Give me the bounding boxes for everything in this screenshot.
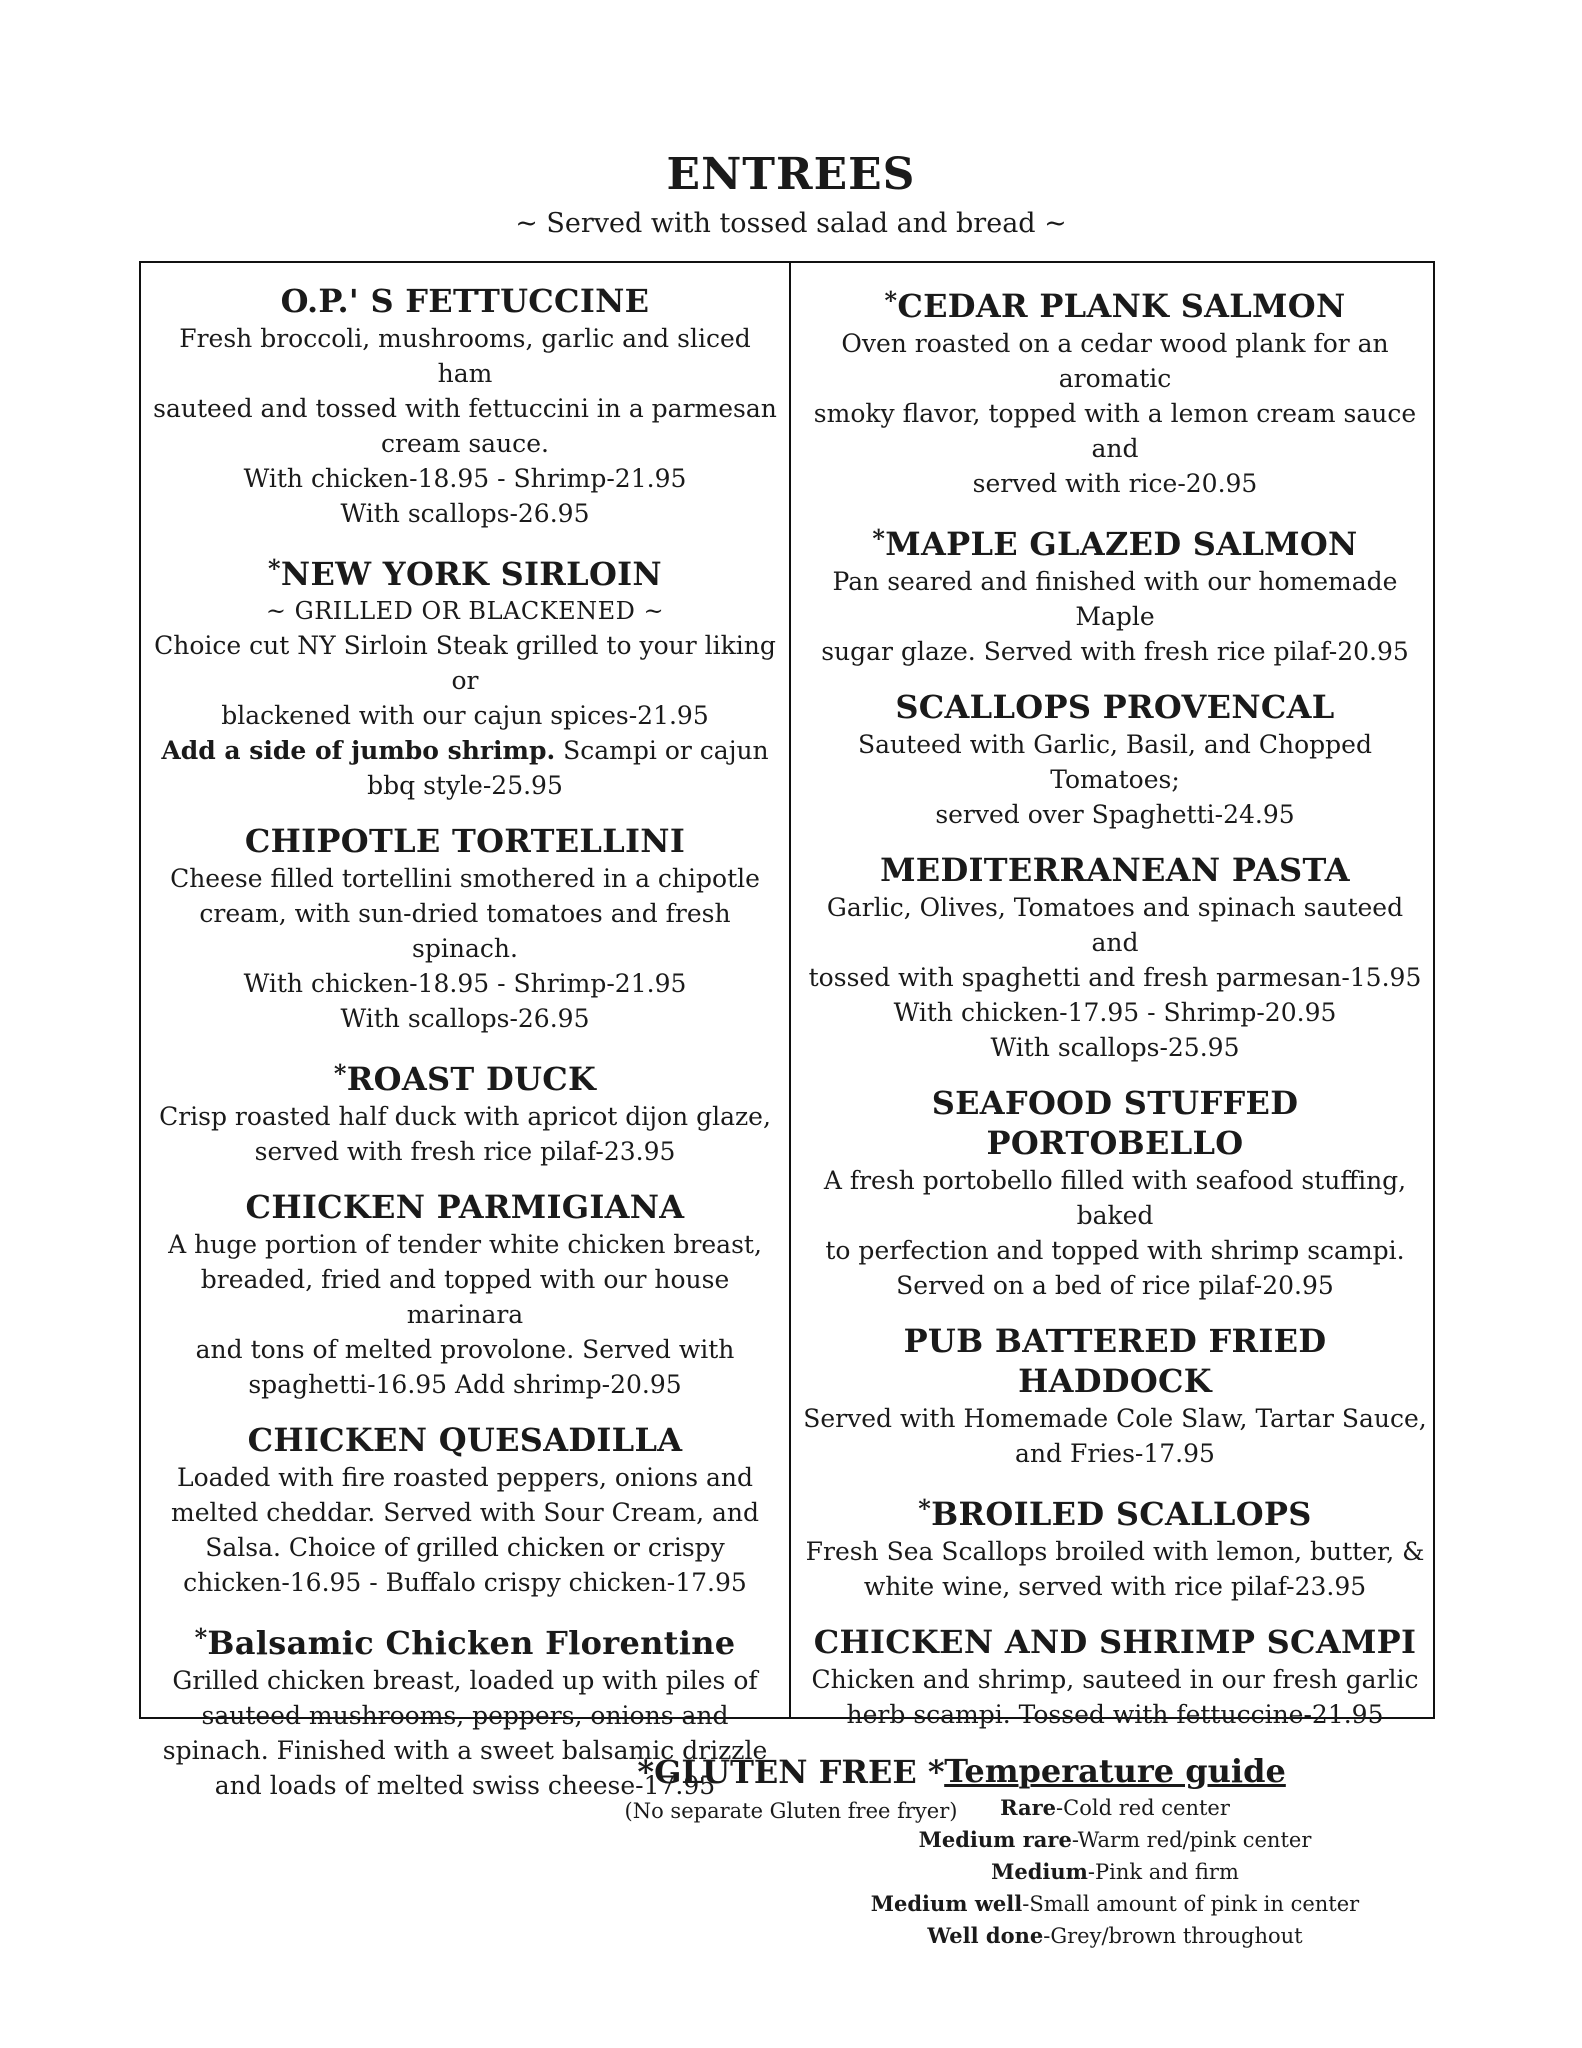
menu-item-description: Oven roasted on a cedar wood plank for an aromatic — [841, 329, 1389, 393]
menu-item-description: Crisp roasted half duck with apricot dijon glaze, — [159, 1102, 771, 1131]
menu-item-name — [803, 1622, 1427, 1662]
doneness-description: -Warm red/pink center — [1071, 1828, 1312, 1852]
right-column — [803, 281, 1427, 1952]
column-divider — [789, 263, 791, 1717]
gluten-free-note: (No separate Gluten free fryer) — [624, 1799, 958, 1823]
menu-item-description: Sauteed with Garlic, Basil, and Chopped Tomatoes; — [858, 730, 1372, 794]
menu-item-description: With chicken-18.95 - Shrimp-21.95 — [243, 464, 687, 493]
menu-item-name — [153, 1054, 777, 1099]
menu-item-title: SEAFOOD STUFFED PORTOBELLO — [931, 1084, 1299, 1162]
doneness-description: -Grey/brown throughout — [1043, 1924, 1303, 1948]
menu-item — [153, 1187, 777, 1402]
menu-item-name — [153, 281, 777, 321]
temperature-guide-row — [803, 1920, 1427, 1952]
temperature-guide-row — [803, 1856, 1427, 1888]
menu-item — [803, 1489, 1427, 1604]
gluten-free-star: * — [333, 1059, 347, 1088]
doneness-description: -Pink and firm — [1087, 1860, 1239, 1884]
menu-item-title: MEDITERRANEAN PASTA — [880, 851, 1350, 889]
menu-item-description: blackened with our cajun spices-21.95 — [221, 701, 709, 730]
menu-item — [803, 1321, 1427, 1471]
menu-item-name — [803, 1321, 1427, 1401]
doneness-description: -Cold red center — [1056, 1796, 1230, 1820]
menu-item-title: Balsamic Chicken Florentine — [207, 1624, 736, 1662]
menu-item — [803, 850, 1427, 1065]
menu-item-name — [803, 281, 1427, 326]
gluten-free-star: * — [194, 1623, 208, 1652]
menu-item-title: ROAST DUCK — [346, 1060, 597, 1098]
menu-item-description: sauteed mushrooms, peppers, onions and — [201, 1701, 729, 1730]
menu-item-description: A fresh portobello filled with seafood stuffing, baked — [823, 1166, 1407, 1230]
menu-item — [153, 1420, 777, 1600]
menu-item-title: CHICKEN QUESADILLA — [247, 1421, 683, 1459]
menu-item-description: and Fries-17.95 — [1015, 1439, 1215, 1468]
doneness-level: Medium well — [870, 1891, 1023, 1916]
menu-item-description: Grilled chicken breast, loaded up with piles of — [172, 1666, 758, 1695]
doneness-level: Well done — [927, 1923, 1044, 1948]
menu-item-description: With scallops-26.95 — [340, 1004, 590, 1033]
menu-item-description: cream, with sun-dried tomatoes and fresh spinach. — [199, 899, 731, 963]
menu-item-description: tossed with spaghetti and fresh parmesan-15.95 — [808, 963, 1422, 992]
menu-item-description: With chicken-17.95 - Shrimp-20.95 — [893, 998, 1337, 1027]
menu-item — [803, 687, 1427, 832]
menu-item-subtitle: ~ GRILLED OR BLACKENED ~ — [265, 597, 665, 625]
menu-item-name — [153, 821, 777, 861]
menu-item-name — [803, 1083, 1427, 1163]
temperature-guide-title: Temperature guide — [944, 1752, 1286, 1790]
menu-item — [153, 549, 777, 803]
gluten-free-star: * — [918, 1494, 932, 1523]
doneness-level: Rare — [1000, 1795, 1057, 1820]
menu-item-description: bbq style-25.95 — [367, 771, 563, 800]
gluten-free-title: *GLUTEN FREE * — [637, 1753, 945, 1791]
addon-text: Scampi or cajun — [555, 736, 769, 765]
menu-item-title: CHIPOTLE TORTELLINI — [244, 822, 686, 860]
menu-item-name — [153, 549, 777, 594]
gluten-free-star: * — [268, 554, 281, 583]
menu-item-name — [803, 519, 1427, 564]
left-column — [153, 281, 777, 1821]
menu-item-name — [803, 850, 1427, 890]
doneness-description: -Small amount of pink in center — [1022, 1892, 1360, 1916]
menu-item-description: to perfection and topped with shrimp scampi. — [825, 1236, 1405, 1265]
menu-item-name — [803, 1489, 1427, 1534]
menu-item-title: CHICKEN AND SHRIMP SCAMPI — [813, 1623, 1417, 1661]
menu-item — [803, 1622, 1427, 1732]
menu-item-description: Pan seared and finished with our homemade Maple — [832, 567, 1398, 631]
gluten-free-star: * — [884, 286, 898, 315]
menu-item — [803, 1083, 1427, 1303]
menu-item-title: SCALLOPS PROVENCAL — [895, 688, 1335, 726]
menu-item-description: herb scampi. Tossed with fettuccine-21.95 — [846, 1700, 1384, 1729]
menu-item — [153, 821, 777, 1036]
menu-item — [153, 1054, 777, 1169]
menu-item-title: CHICKEN PARMIGIANA — [245, 1188, 685, 1226]
menu-item-description: and loads of melted swiss cheese-17.95 — [214, 1771, 716, 1800]
menu-item-description: cream sauce. — [381, 429, 549, 458]
menu-item-title: CEDAR PLANK SALMON — [897, 287, 1346, 325]
menu-item-description: Fresh Sea Scallops broiled with lemon, butter, & — [805, 1537, 1425, 1566]
page-title: ENTREES — [666, 149, 916, 200]
menu-item — [803, 519, 1427, 669]
menu-item-description: served with rice-20.95 — [972, 469, 1258, 498]
menu-item-description: Loaded with fire roasted peppers, onions and — [176, 1463, 754, 1492]
menu-item-description: With scallops-25.95 — [990, 1033, 1240, 1062]
menu-item-description: A huge portion of tender white chicken breast, — [168, 1230, 762, 1259]
menu-item-name — [153, 1420, 777, 1460]
menu-item-description: Salsa. Choice of grilled chicken or crispy — [205, 1533, 725, 1562]
menu-item-description: smoky flavor, topped with a lemon cream sauce and — [813, 399, 1417, 463]
menu-item — [803, 281, 1427, 501]
menu-item-description: Served with Homemade Cole Slaw, Tartar Sauce, — [803, 1404, 1427, 1433]
menu-item-title: BROILED SCALLOPS — [931, 1495, 1312, 1533]
page-subtitle: ~ Served with tossed salad and bread ~ — [515, 208, 1067, 239]
menu-item-description: spaghetti-16.95 Add shrimp-20.95 — [248, 1370, 682, 1399]
menu-item-description: Served on a bed of rice pilaf-20.95 — [896, 1271, 1334, 1300]
gluten-free-star: * — [872, 524, 886, 553]
menu-item-addon — [153, 733, 777, 768]
menu-item-description: chicken-16.95 - Buffalo crispy chicken-17.95 — [183, 1568, 747, 1597]
right-column-items — [803, 281, 1427, 1732]
temperature-guide-row — [803, 1888, 1427, 1920]
menu-item-description: With chicken-18.95 - Shrimp-21.95 — [243, 969, 687, 998]
addon-bold-text: Add a side of jumbo shrimp. — [161, 736, 556, 765]
menu-item-description: and tons of melted provolone. Served with — [195, 1335, 735, 1364]
menu-item-description: Garlic, Olives, Tomatoes and spinach sauteed and — [826, 893, 1404, 957]
doneness-level: Medium rare — [918, 1827, 1072, 1852]
menu-item — [153, 281, 777, 531]
menu-item-title: O.P.' S FETTUCCINE — [280, 282, 650, 320]
menu-item-description: Chicken and shrimp, sauteed in our fresh garlic — [811, 1665, 1419, 1694]
menu-item-title: MAPLE GLAZED SALMON — [885, 525, 1358, 563]
menu-item-description: served over Spaghetti-24.95 — [935, 800, 1295, 829]
menu-item-description: breaded, fried and topped with our house marinara — [200, 1265, 730, 1329]
menu-item-description: Cheese filled tortellini smothered in a chipotle — [170, 864, 760, 893]
menu-item-description: melted cheddar. Served with Sour Cream, and — [171, 1498, 759, 1527]
menu-item-title: PUB BATTERED FRIED HADDOCK — [903, 1322, 1327, 1400]
menu-item-description: sauteed and tossed with fettuccini in a parmesan — [153, 394, 777, 423]
menu-item-name — [153, 1618, 777, 1663]
menu-item-description: With scallops-26.95 — [340, 499, 590, 528]
temperature-guide-row — [803, 1824, 1427, 1856]
menu-item-description: white wine, served with rice pilaf-23.95 — [863, 1572, 1367, 1601]
menu-item-description: spinach. Finished with a sweet balsamic drizzle — [162, 1736, 768, 1765]
menu-item-title: NEW YORK SIRLOIN — [280, 555, 662, 593]
menu-item-name — [803, 687, 1427, 727]
menu-item-description: Fresh broccoli, mushrooms, garlic and sliced ham — [179, 324, 751, 388]
menu-item-description: sugar glaze. Served with fresh rice pilaf-20.95 — [821, 637, 1409, 666]
doneness-level: Medium — [991, 1859, 1088, 1884]
menu-item-description: Choice cut NY Sirloin Steak grilled to your liking or — [154, 631, 776, 695]
menu-item-name — [153, 1187, 777, 1227]
menu-item-description: served with fresh rice pilaf-23.95 — [254, 1137, 676, 1166]
